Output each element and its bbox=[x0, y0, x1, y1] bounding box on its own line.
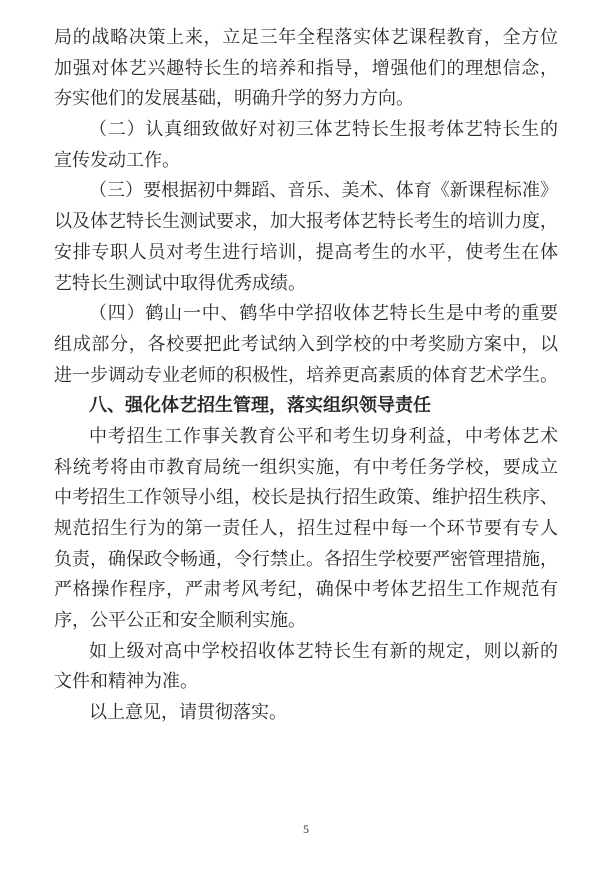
text-line: 中考招生工作事关教育公平和考生切身利益，中考体艺术 bbox=[89, 425, 558, 446]
text-line: （四）鹤山一中、鹤华中学招收体艺特长生是中考的重要 bbox=[89, 303, 558, 324]
text-line: 科统考将由市教育局统一组织实施，有中考任务学校，要成立 bbox=[54, 456, 558, 477]
text-line: 进一步调动专业老师的积极性，培养更高素质的体育艺术学生。 bbox=[54, 364, 558, 385]
text-line: 负责，确保政令畅通，令行禁止。各招生学校要严密管理措施， bbox=[54, 548, 558, 569]
section-heading-line: 八、强化体艺招生管理，落实组织领导责任 bbox=[89, 395, 431, 416]
text-line: 规范招生行为的第一责任人，招生过程中每一个环节要有专人 bbox=[54, 518, 558, 538]
text-line: （二）认真细致做好对初三体艺特长生报考体艺特长生的 bbox=[89, 119, 558, 140]
text-line: （三）要根据初中舞蹈、音乐、美术、体育《新课程标准》 bbox=[89, 180, 558, 201]
page-number: 5 bbox=[303, 822, 309, 836]
text-line: 艺特长生测试中取得优秀成绩。 bbox=[54, 272, 306, 293]
text-line: 严格操作程序，严肃考风考纪，确保中考体艺招生工作规范有 bbox=[54, 579, 558, 600]
text-line: 序，公平公正和安全顺利实施。 bbox=[54, 610, 306, 631]
text-line: 局的战略决策上来，立足三年全程落实体艺课程教育，全方位 bbox=[54, 27, 558, 47]
text-line: 文件和精神为准。 bbox=[54, 671, 198, 692]
text-line: 组成部分，各校要把此考试纳入到学校的中考奖励方案中，以 bbox=[54, 333, 558, 354]
document-body bbox=[54, 22, 558, 728]
text-line: 安排专职人员对考生进行培训，提高考生的水平，使考生在体 bbox=[54, 241, 558, 262]
text-line: 以上意见，请贯彻落实。 bbox=[89, 702, 287, 723]
text-line: 以及体艺特长生测试要求，加大报考体艺特长考生的培训力度， bbox=[54, 211, 558, 232]
text-line: 宣传发动工作。 bbox=[54, 149, 180, 170]
text-line: 加强对体艺兴趣特长生的培养和指导，增强他们的理想信念， bbox=[54, 57, 558, 78]
text-line: 如上级对高中学校招收体艺特长生有新的规定，则以新的 bbox=[89, 640, 558, 661]
text-line: 中考招生工作领导小组，校长是执行招生政策、维护招生秩序、 bbox=[54, 487, 558, 508]
text-line: 夯实他们的发展基础，明确升学的努力方向。 bbox=[54, 88, 414, 109]
